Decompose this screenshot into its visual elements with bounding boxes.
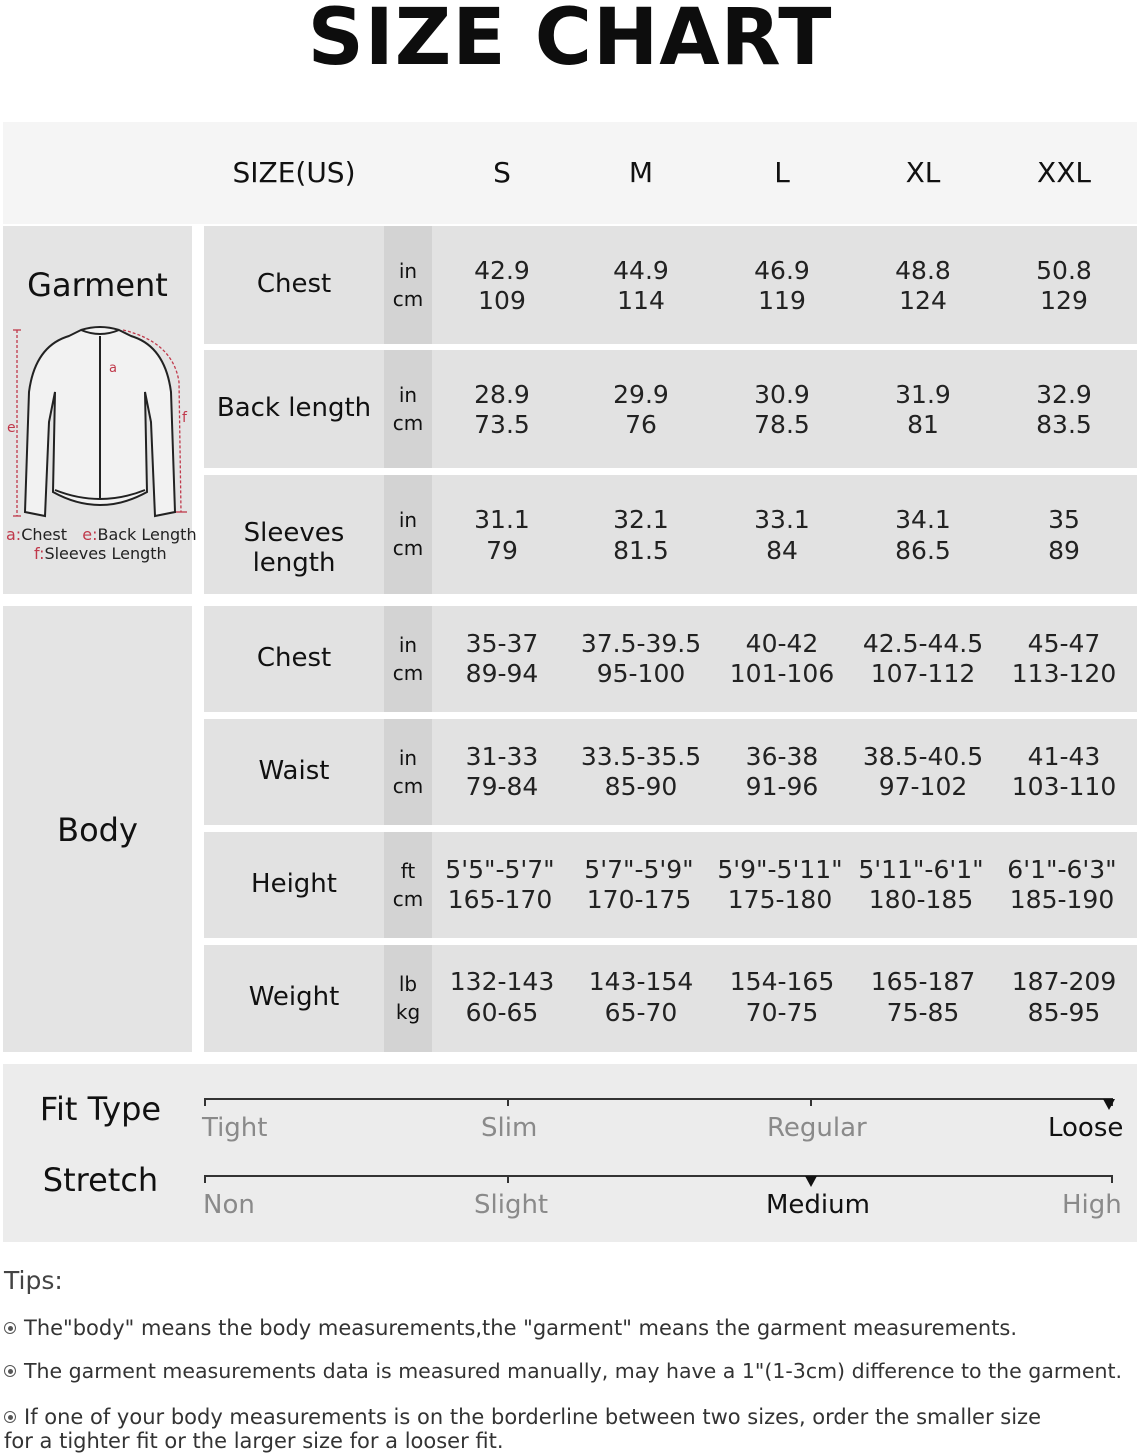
fit-option-regular: Regular	[767, 1113, 867, 1143]
value-cell: 30.9	[754, 380, 810, 409]
value-cell: 185-190	[1009, 885, 1115, 914]
value-cell: 85-95	[1027, 998, 1101, 1027]
fit-tick	[810, 1098, 812, 1106]
unit-label: ft	[400, 859, 416, 883]
stretch-option-medium: Medium	[766, 1190, 870, 1220]
stretch-scale	[204, 1175, 1113, 1177]
unit-label: in	[398, 259, 418, 283]
legend-text-a: Chest	[21, 525, 67, 544]
fit-option-tight: Tight	[202, 1113, 268, 1143]
value-cell: 44.9	[613, 256, 669, 285]
tip-text: If one of your body measurements is on the borderline between two sizes, order the smaller size for a tighter fit or the larger size for a looser fit.	[4, 1405, 1042, 1453]
value-cell: 50.8	[1036, 256, 1092, 285]
size-l-header: L	[774, 156, 790, 189]
value-cell: 107-112	[870, 659, 976, 688]
value-cell: 113-120	[1011, 659, 1117, 688]
stretch-marker	[805, 1176, 817, 1187]
size-m-header: M	[628, 156, 654, 189]
value-cell: 78.5	[754, 410, 810, 439]
value-cell: 170-175	[586, 885, 692, 914]
value-cell: 154-165	[729, 967, 835, 996]
value-cell: 91-96	[745, 772, 819, 801]
row-label: Height	[251, 869, 337, 899]
value-cell: 165-187	[870, 967, 976, 996]
unit-label: kg	[395, 1000, 421, 1024]
value-cell: 132-143	[449, 967, 555, 996]
value-cell: 79	[486, 536, 518, 565]
sleeve-length-marker: f	[182, 410, 187, 426]
value-cell: 37.5-39.5	[580, 629, 702, 658]
jersey-diagram	[5, 322, 191, 522]
unit-label: cm	[392, 287, 424, 311]
fit-type-marker	[1103, 1099, 1115, 1110]
value-cell: 165-170	[447, 885, 553, 914]
unit-label: in	[398, 633, 418, 657]
row-label: Weight	[248, 982, 340, 1012]
value-cell: 42.5-44.5	[862, 629, 984, 658]
tip-item	[4, 1405, 1074, 1453]
value-cell: 89	[1048, 536, 1080, 565]
stretch-tick	[507, 1175, 509, 1183]
value-cell: 86.5	[895, 536, 951, 565]
tips-title: Tips:	[4, 1266, 63, 1295]
value-cell: 5'5"-5'7"	[445, 855, 555, 884]
size-s-header: S	[493, 156, 511, 189]
value-cell: 81	[907, 410, 939, 439]
value-cell: 46.9	[754, 256, 810, 285]
back-length-marker: e	[7, 420, 16, 436]
value-cell: 97-102	[878, 772, 968, 801]
value-cell: 103-110	[1011, 772, 1117, 801]
tip-item	[4, 1359, 1134, 1383]
unit-label: cm	[392, 411, 424, 435]
value-cell: 109	[478, 286, 526, 315]
value-cell: 31.9	[895, 380, 951, 409]
value-cell: 35	[1048, 505, 1080, 534]
row-label: Chest	[256, 269, 332, 299]
value-cell: 28.9	[474, 380, 530, 409]
stretch-tick	[204, 1175, 206, 1183]
garment-label: Garment	[27, 266, 168, 304]
value-cell: 32.9	[1036, 380, 1092, 409]
value-cell: 31.1	[474, 505, 530, 534]
value-cell: 143-154	[588, 967, 694, 996]
value-cell: 5'9"-5'11"	[717, 855, 843, 884]
unit-label: cm	[392, 661, 424, 685]
unit-label: cm	[392, 774, 424, 798]
value-cell: 81.5	[613, 536, 669, 565]
body-label: Body	[57, 811, 138, 849]
value-cell: 6'1"-6'3"	[1007, 855, 1117, 884]
unit-label: cm	[392, 536, 424, 560]
unit-label: in	[398, 508, 418, 532]
value-cell: 70-75	[745, 998, 819, 1027]
value-cell: 76	[625, 410, 657, 439]
value-cell: 129	[1040, 286, 1088, 315]
value-cell: 79-84	[465, 772, 539, 801]
page-title: SIZE CHART	[307, 0, 833, 83]
bullet-icon	[4, 1365, 16, 1377]
value-cell: 124	[899, 286, 947, 315]
diagram-legend-line-2	[34, 544, 167, 563]
value-cell: 75-85	[886, 998, 960, 1027]
chest-marker: a	[109, 361, 117, 376]
diagram-legend-line-1	[6, 525, 197, 544]
fit-tick	[507, 1098, 509, 1106]
tip-item	[4, 1316, 1134, 1340]
value-cell: 187-209	[1011, 967, 1117, 996]
size-us-header: SIZE(US)	[232, 156, 356, 189]
value-cell: 5'11"-6'1"	[858, 855, 984, 884]
value-cell: 40-42	[745, 629, 819, 658]
value-cell: 119	[758, 286, 806, 315]
fit-option-loose: Loose	[1048, 1113, 1124, 1143]
stretch-option-high: High	[1062, 1190, 1122, 1220]
bullet-icon	[4, 1411, 16, 1423]
tip-text: The garment measurements data is measured manually, may have a 1"(1-3cm) difference to the garment.	[24, 1359, 1123, 1383]
value-cell: 84	[766, 536, 798, 565]
value-cell: 60-65	[465, 998, 539, 1027]
value-cell: 48.8	[895, 256, 951, 285]
value-cell: 33.1	[754, 505, 810, 534]
unit-label: in	[398, 746, 418, 770]
value-cell: 114	[617, 286, 665, 315]
value-cell: 35-37	[465, 629, 539, 658]
tip-text: The"body" means the body measurements,the "garment" means the garment measurements.	[24, 1316, 1018, 1340]
size-xl-header: XL	[905, 156, 941, 189]
stretch-option-slight: Slight	[474, 1190, 549, 1220]
legend-text-e: Back Length	[97, 525, 197, 544]
legend-key-e: e:	[82, 525, 98, 544]
value-cell: 95-100	[596, 659, 686, 688]
value-cell: 73.5	[474, 410, 530, 439]
row-label: Waist	[258, 756, 330, 786]
legend-key-f: f:	[34, 544, 45, 563]
legend-key-a: a:	[6, 525, 22, 544]
stretch-label: Stretch	[42, 1161, 159, 1199]
size-xxl-header: XXL	[1037, 156, 1091, 189]
bullet-icon	[4, 1322, 16, 1334]
row-label: Sleeves length	[243, 518, 345, 578]
unit-label: lb	[398, 972, 418, 996]
fit-option-slim: Slim	[481, 1113, 538, 1143]
value-cell: 29.9	[613, 380, 669, 409]
value-cell: 33.5-35.5	[580, 742, 702, 771]
row-label: Back length	[216, 393, 372, 423]
value-cell: 89-94	[465, 659, 539, 688]
value-cell: 101-106	[729, 659, 835, 688]
value-cell: 42.9	[474, 256, 530, 285]
value-cell: 36-38	[745, 742, 819, 771]
value-cell: 65-70	[604, 998, 678, 1027]
stretch-tick	[1111, 1175, 1113, 1183]
value-cell: 38.5-40.5	[862, 742, 984, 771]
value-cell: 175-180	[727, 885, 833, 914]
stretch-option-non: Non	[203, 1190, 255, 1220]
value-cell: 83.5	[1036, 410, 1092, 439]
fit-type-scale	[204, 1098, 1113, 1100]
value-cell: 41-43	[1027, 742, 1101, 771]
unit-label: cm	[392, 887, 424, 911]
fit-type-label: Fit Type	[39, 1090, 162, 1128]
row-label: Chest	[256, 643, 332, 673]
fit-tick	[204, 1098, 206, 1106]
value-cell: 85-90	[604, 772, 678, 801]
value-cell: 32.1	[613, 505, 669, 534]
legend-text-f: Sleeves Length	[44, 544, 167, 563]
value-cell: 34.1	[895, 505, 951, 534]
value-cell: 45-47	[1027, 629, 1101, 658]
value-cell: 31-33	[465, 742, 539, 771]
value-cell: 180-185	[868, 885, 974, 914]
value-cell: 5'7"-5'9"	[584, 855, 694, 884]
unit-label: in	[398, 383, 418, 407]
